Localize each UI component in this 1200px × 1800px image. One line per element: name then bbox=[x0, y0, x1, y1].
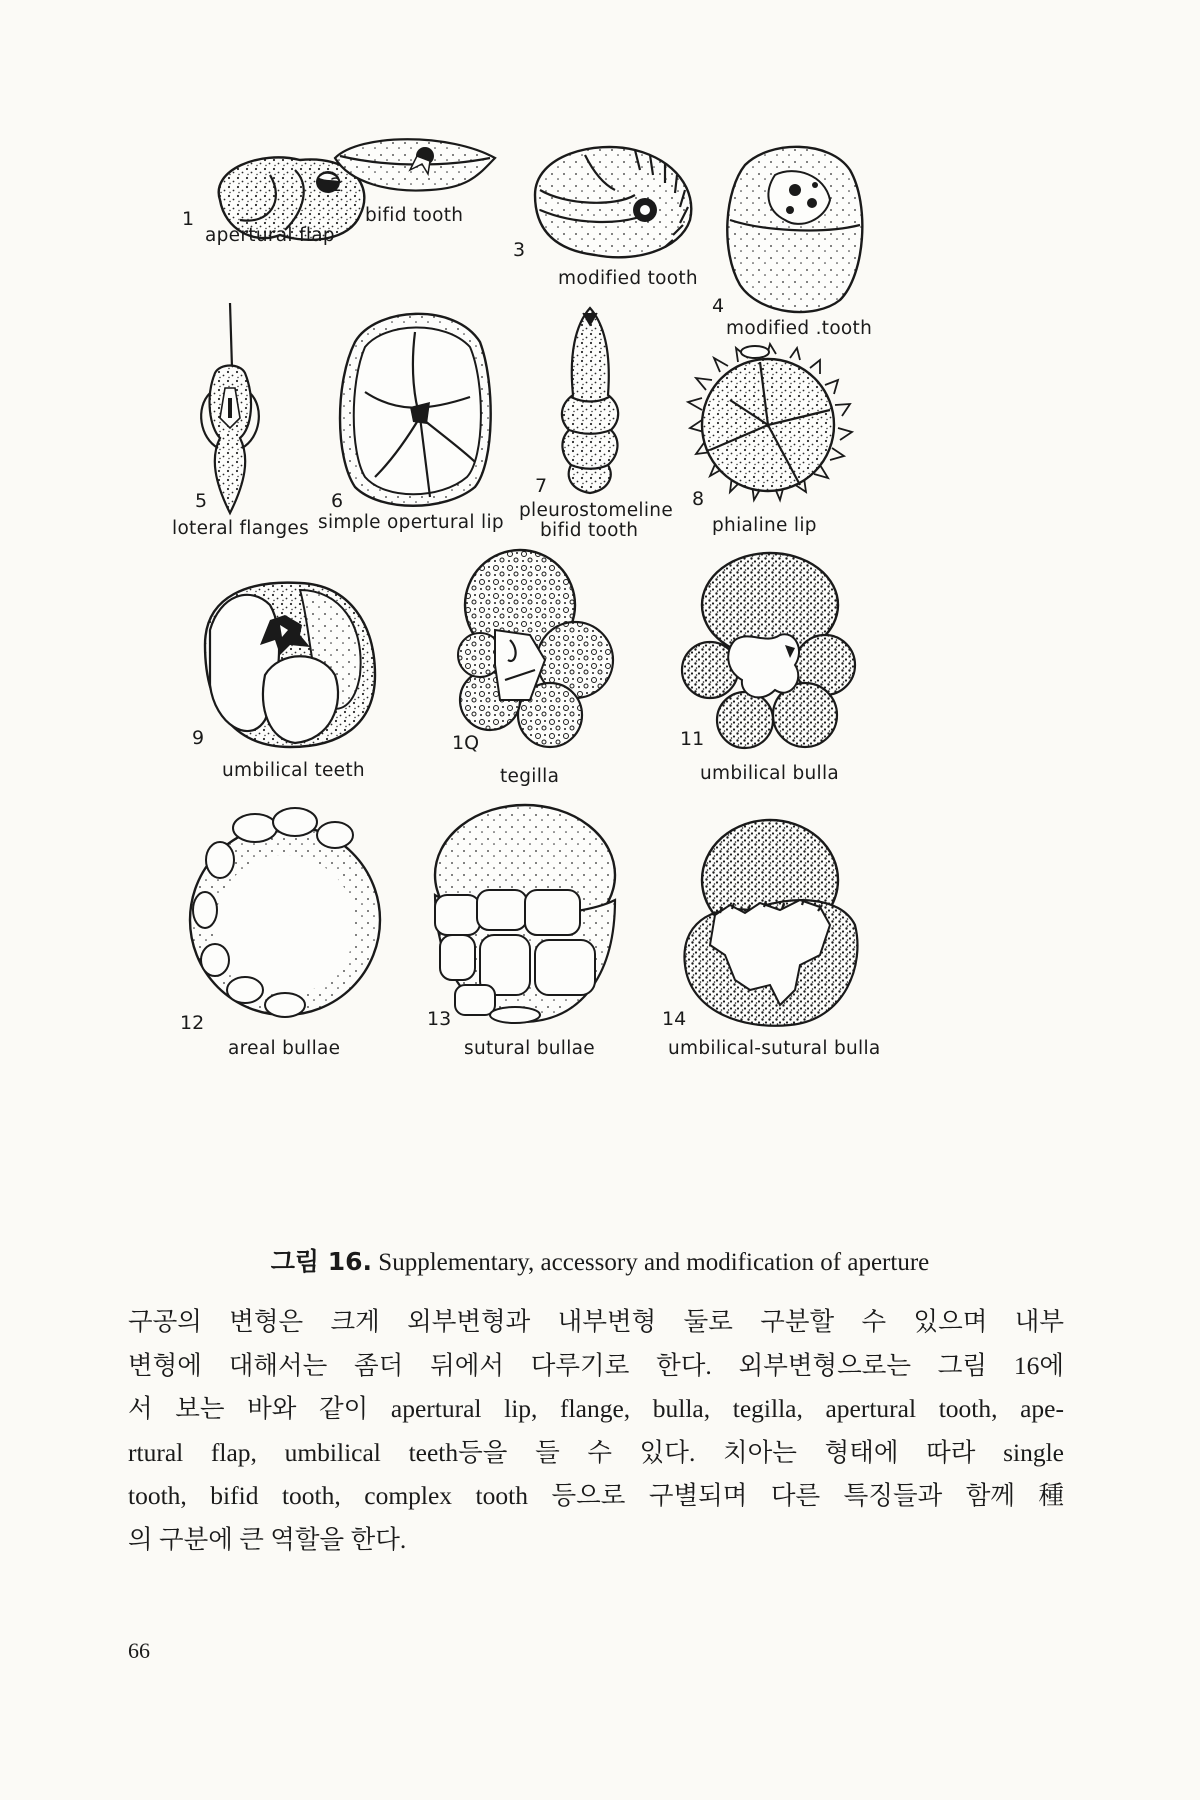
figure-number: 13 bbox=[427, 1008, 452, 1030]
figure-10-drawing bbox=[450, 550, 615, 750]
figure-number: 1Q bbox=[452, 732, 480, 754]
figure-label: apertural flap bbox=[205, 225, 335, 246]
body-line: 변형에 대해서는 좀더 뒤에서 다루기로 한다. 외부변형으로는 그림 16에 bbox=[128, 1350, 1064, 1380]
figure-4 bbox=[712, 135, 870, 320]
figure-number: 4 bbox=[712, 295, 725, 317]
figure-label: bifid tooth bbox=[365, 205, 464, 226]
figure-12 bbox=[180, 800, 385, 1034]
figure-number: 1 bbox=[182, 208, 195, 230]
body-line: 서 보는 바와 같이 apertural lip, flange, bulla, tegilla, apertural tooth, ape- bbox=[128, 1394, 1064, 1423]
figure-11 bbox=[680, 550, 855, 750]
figure-2-drawing bbox=[330, 128, 500, 198]
figure-11-drawing bbox=[680, 550, 855, 750]
figure-label: areal bullae bbox=[228, 1038, 341, 1059]
figure-label: umbilical teeth bbox=[222, 760, 365, 781]
figure-number: 5 bbox=[195, 490, 208, 512]
figure-2 bbox=[330, 128, 500, 198]
figure-number: 11 bbox=[680, 728, 705, 750]
caption-text: Supplementary, accessory and modification of aperture bbox=[372, 1249, 930, 1276]
figure-label: simple opertural lip bbox=[318, 512, 504, 533]
figure-label: umbilical bulla bbox=[700, 763, 840, 784]
body-line: 의 구분에 큰 역할을 한다. bbox=[128, 1524, 407, 1554]
figure-label: loteral flanges bbox=[172, 518, 310, 539]
figure-label: sutural bullae bbox=[464, 1038, 595, 1059]
figure-label: modified tooth bbox=[558, 268, 698, 289]
figure-9-drawing bbox=[190, 575, 380, 750]
body-line: tooth, bifid tooth, complex tooth 등으로 구별되며 다른 특징들과 함께 種 bbox=[128, 1481, 1064, 1510]
figure-13 bbox=[425, 800, 620, 1030]
caption-number: 그림 16. bbox=[270, 1247, 373, 1276]
figure-label: modified .tooth bbox=[726, 318, 873, 339]
body-line: rtural flap, umbilical teeth등을 들 수 있다. 치아는 형태에 따라 single bbox=[128, 1437, 1064, 1467]
figure-number: 2 bbox=[330, 174, 343, 196]
figure-number: 8 bbox=[692, 488, 705, 510]
page-number: 66 bbox=[128, 1638, 150, 1663]
figure-label: umbilical-sutural bulla bbox=[668, 1038, 881, 1059]
figure-12-drawing bbox=[185, 800, 385, 1030]
figure-number: 14 bbox=[662, 1008, 687, 1030]
figure-number: 3 bbox=[513, 239, 526, 261]
figure-6-drawing bbox=[335, 302, 495, 512]
figure-6 bbox=[331, 302, 495, 512]
figure-4-drawing bbox=[720, 135, 870, 320]
figure-8 bbox=[680, 340, 855, 510]
body-paragraph bbox=[128, 1300, 1064, 1561]
figure-number: 6 bbox=[331, 490, 344, 512]
figure-7 bbox=[535, 305, 628, 497]
figure-3 bbox=[513, 135, 700, 265]
figure-14-drawing bbox=[670, 815, 865, 1030]
figure-10 bbox=[450, 550, 615, 754]
figure-5 bbox=[190, 298, 280, 518]
figure-7-drawing bbox=[553, 305, 628, 495]
figure-14 bbox=[662, 815, 865, 1030]
figure-5-drawing bbox=[190, 298, 280, 518]
body-line: 구공의 변형은 크게 외부변형과 내부변형 둘로 구분할 수 있으며 내부 bbox=[128, 1307, 1064, 1336]
figure-label: bifid tooth bbox=[540, 520, 639, 541]
figure-3-drawing bbox=[525, 135, 700, 265]
figure-8-drawing bbox=[680, 340, 855, 510]
figure-number: 9 bbox=[192, 727, 205, 749]
figure-caption bbox=[0, 1242, 1200, 1278]
figure-number: 7 bbox=[535, 475, 548, 497]
figure-9 bbox=[190, 575, 380, 750]
figure-label: tegilla bbox=[500, 766, 560, 787]
figure-label: phialine lip bbox=[712, 515, 817, 536]
figure-label: pleurostomeline bbox=[519, 500, 674, 521]
figure-number: 12 bbox=[180, 1012, 205, 1034]
figure-13-drawing bbox=[425, 800, 620, 1030]
